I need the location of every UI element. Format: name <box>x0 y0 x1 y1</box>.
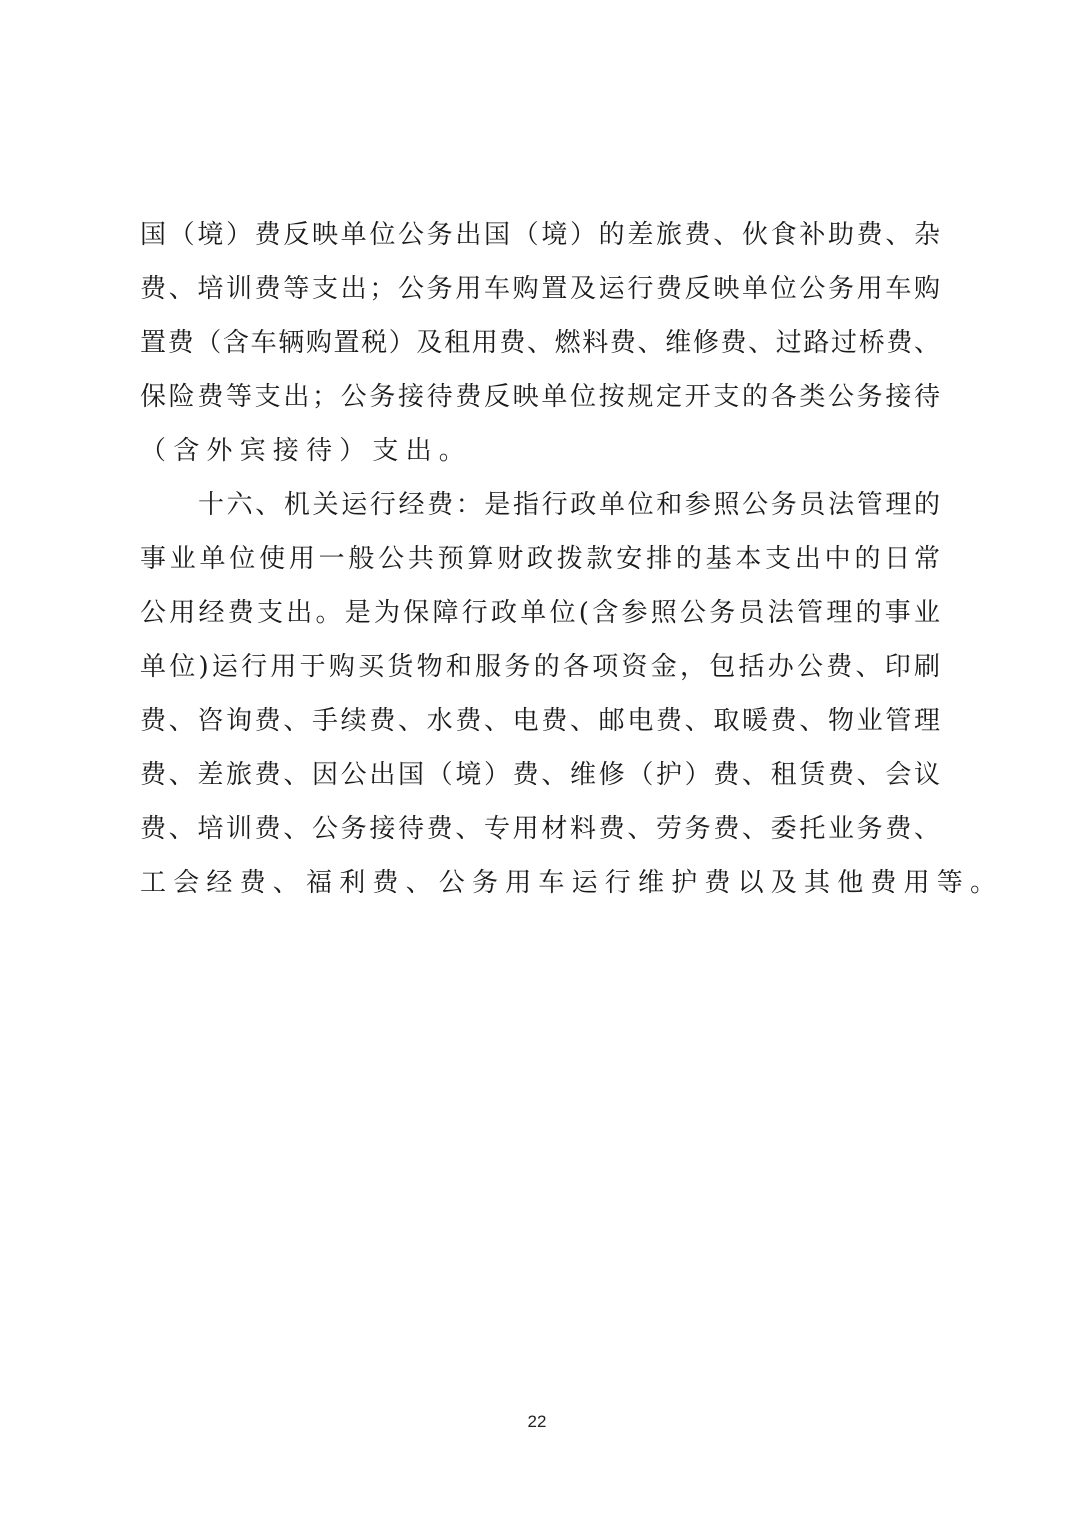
paragraph-line: 置费（含车辆购置税）及租用费、燃料费、维修费、过路过桥费、 <box>140 328 940 358</box>
paragraph-line: 公用经费支出。是为保障行政单位(含参照公务员法管理的事业 <box>140 598 940 628</box>
paragraph-line: 十六、机关运行经费：是指行政单位和参照公务员法管理的 <box>198 490 940 520</box>
paragraph-line: 费、差旅费、因公出国（境）费、维修（护）费、租赁费、会议 <box>140 760 940 790</box>
paragraph-line: 费、培训费等支出；公务用车购置及运行费反映单位公务用车购 <box>140 274 940 304</box>
paragraph-line: 单位)运行用于购买货物和服务的各项资金，包括办公费、印刷 <box>140 652 940 682</box>
paragraph-line: 国（境）费反映单位公务出国（境）的差旅费、伙食补助费、杂 <box>140 220 940 250</box>
paragraph-line: 费、咨询费、手续费、水费、电费、邮电费、取暖费、物业管理 <box>140 706 940 736</box>
paragraph-line: 事业单位使用一般公共预算财政拨款安排的基本支出中的日常 <box>140 544 940 574</box>
paragraph-line: 保险费等支出；公务接待费反映单位按规定开支的各类公务接待 <box>140 382 940 412</box>
paragraph-line: （含外宾接待）支出。 <box>140 436 473 466</box>
body-text <box>140 208 1004 910</box>
paragraph-line: 工会经费、福利费、公务用车运行维护费以及其他费用等。 <box>140 868 1004 898</box>
paragraph-line: 费、培训费、公务接待费、专用材料费、劳务费、委托业务费、 <box>140 814 940 844</box>
page-number: 22 <box>527 1412 547 1431</box>
